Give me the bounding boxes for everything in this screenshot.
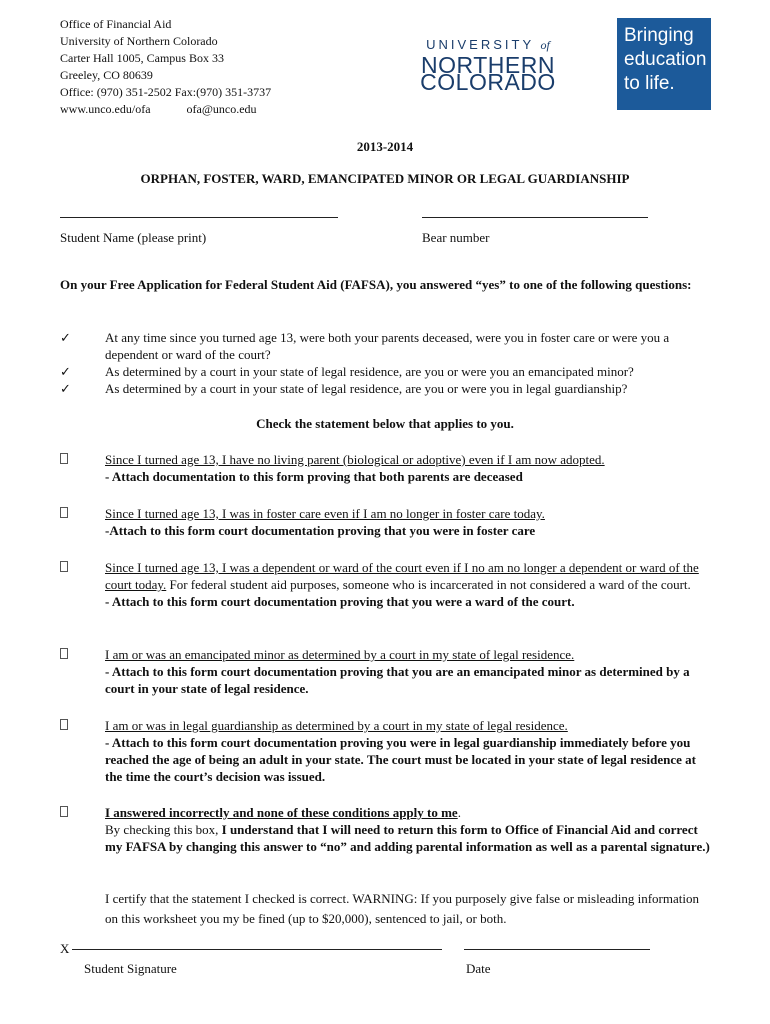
student-signature-label: Student Signature xyxy=(84,961,177,976)
website-link[interactable]: www.unco.edu/ofa xyxy=(60,102,151,116)
logo-university-text: UNIVERSITY of xyxy=(426,37,550,52)
web-contact-line xyxy=(60,101,271,118)
check-heading: Check the statement below that applies to you. xyxy=(256,416,514,431)
option-checkbox[interactable] xyxy=(60,561,68,572)
question-item xyxy=(60,363,720,380)
option-statement: I answered incorrectly and none of these conditions apply to me xyxy=(105,805,458,820)
option-legal-guardianship xyxy=(60,717,710,785)
question-item xyxy=(60,380,720,397)
address-line: Greeley, CO 80639 xyxy=(60,68,153,82)
checkmark-icon: ✓ xyxy=(60,330,71,345)
address-line: Carter Hall 1005, Campus Box 33 xyxy=(60,51,224,65)
tagline-line: to life. xyxy=(624,73,675,94)
option-statement: I am or was an emancipated minor as determined by a court in my state of legal residence. xyxy=(105,647,575,662)
office-address xyxy=(60,16,271,118)
option-emancipated-minor xyxy=(60,646,710,697)
question-item xyxy=(60,329,720,363)
question-text: As determined by a court in your state of legal residence, are you or were you in legal guardianship? xyxy=(105,381,628,396)
option-statement: Since I turned age 13, I was a dependent or ward of the court even if I no am no longer a dependent or ward of the court today. xyxy=(105,560,699,592)
address-line: University of Northern Colorado xyxy=(60,34,218,48)
signature-x-mark: X xyxy=(60,941,70,956)
student-name-field[interactable] xyxy=(60,217,338,218)
question-text: As determined by a court in your state of legal residence, are you or were you an emancipated minor? xyxy=(105,364,634,379)
fafsa-intro: On your Free Application for Federal Student Aid (FAFSA), you answered “yes” to one of the following questions: xyxy=(60,277,692,292)
fafsa-question-list xyxy=(60,329,720,397)
bear-number-label: Bear number xyxy=(422,230,490,245)
option-checkbox[interactable] xyxy=(60,453,68,464)
option-checkbox[interactable] xyxy=(60,648,68,659)
option-instruction: - Attach documentation to this form proving that both parents are deceased xyxy=(105,469,523,484)
option-instruction: By checking this box, I understand that I will need to return this form to Office of Financial Aid and correct my FAFSA by changing this answer to “no” and adding parental information as well as a parental signature.) xyxy=(105,822,710,854)
date-field[interactable] xyxy=(464,949,650,950)
tagline-line: Bringing xyxy=(624,25,694,46)
option-checkbox[interactable] xyxy=(60,719,68,730)
option-statement: I am or was in legal guardianship as determined by a court in my state of legal residence. xyxy=(105,718,568,733)
logo-name-text: NORTHERN COLORADO xyxy=(420,52,556,95)
date-label: Date xyxy=(466,961,491,976)
certification-warning: I certify that the statement I checked is correct. WARNING: If you purposely give false or misleading information on this worksheet you my be fined (up to $20,000), sentenced to jail, or both. xyxy=(105,891,699,926)
email-link[interactable]: ofa@unco.edu xyxy=(186,102,257,116)
university-logo xyxy=(378,36,598,95)
bear-number-field[interactable] xyxy=(422,217,648,218)
option-statement: Since I turned age 13, I have no living parent (biological or adoptive) even if I am now adopted. xyxy=(105,452,605,467)
address-line: Office of Financial Aid xyxy=(60,17,172,31)
form-year: 2013-2014 xyxy=(356,139,414,154)
option-checkbox[interactable] xyxy=(60,507,68,518)
form-title: ORPHAN, FOSTER, WARD, EMANCIPATED MINOR OR LEGAL GUARDIANSHIP xyxy=(140,171,630,186)
option-no-living-parent xyxy=(60,451,710,485)
tagline-logo-box xyxy=(617,18,711,110)
checkmark-icon: ✓ xyxy=(60,381,71,396)
checkmark-icon: ✓ xyxy=(60,364,71,379)
option-answered-incorrectly: I answered incorrectly and none of these conditions apply to me. By checking this box, I understand that I will need to return this form to Office of Financial Aid and correct my FAFSA by changing this answer to “no” and adding parental information as well as a parental signature.) xyxy=(60,804,710,855)
option-instruction: - Attach to this form court documentation proving you were in legal guardianship immediately before you reached the age of being an adult in your state. The court must be located in your state of legal residence at the time the court’s decision was issued. xyxy=(105,735,696,784)
option-checkbox[interactable] xyxy=(60,806,68,817)
option-instruction: - Attach to this form court documentation proving that you are an emancipated minor as determined by a court in your state of legal residence. xyxy=(105,664,690,696)
address-line: Office: (970) 351-2502 Fax:(970) 351-3737 xyxy=(60,85,272,99)
student-signature-field[interactable] xyxy=(72,949,442,950)
option-note: For federal student aid purposes, someone who is incarcerated in not considered a ward of the court. xyxy=(166,577,691,592)
option-statement: Since I turned age 13, I was in foster care even if I am no longer in foster care today. xyxy=(105,506,545,521)
option-ward-of-court xyxy=(60,559,710,610)
question-text: At any time since you turned age 13, were both your parents deceased, were you in foster care or were you a dependent or ward of the court? xyxy=(105,330,670,362)
option-instruction: -Attach to this form court documentation proving that you were in foster care xyxy=(105,523,536,538)
student-name-label: Student Name (please print) xyxy=(60,230,207,245)
option-instruction: - Attach to this form court documentation proving that you were a ward of the court. xyxy=(105,594,575,609)
option-foster-care xyxy=(60,505,710,539)
tagline-line: education xyxy=(624,49,707,70)
